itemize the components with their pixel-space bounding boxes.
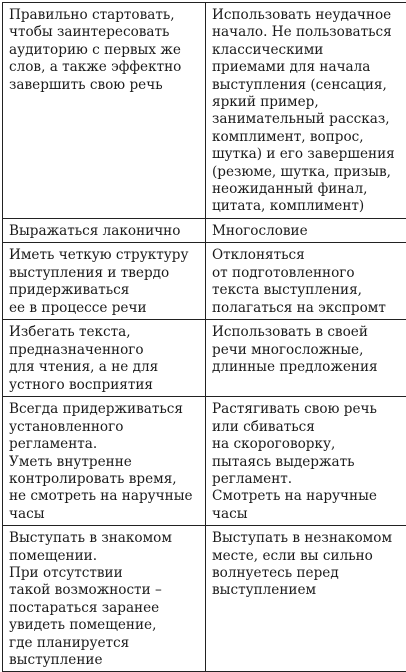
table-row: [3, 526, 406, 672]
cell-text-line: Растягивать свою речь: [212, 401, 404, 418]
cell-text-line: приемами для начала: [212, 59, 404, 76]
cell-text-line: от подготовленного: [212, 265, 404, 282]
cell-text-line: занимательный рассказ,: [212, 111, 404, 128]
cell-text-line: ее в процессе речи: [9, 300, 200, 317]
cell-text-line: Многословие: [212, 223, 404, 240]
cell-text-line: такой возможности –: [9, 582, 200, 599]
cell-text-line: Смотреть на наручные: [212, 488, 404, 505]
cell-text-line: Правильно стартовать,: [9, 7, 200, 24]
cell-text-line: для чтения, а не для: [9, 359, 200, 376]
cell-text-line: выступления и твердо: [9, 265, 200, 282]
do-cell: [3, 243, 206, 320]
table-row: [3, 397, 406, 526]
table-row: [3, 243, 406, 320]
cell-text-line: предназначенного: [9, 342, 200, 359]
cell-text-line: длинные предложения: [212, 359, 404, 376]
cell-text-line: полагаться на экспромт: [212, 300, 404, 317]
do-cell: [3, 218, 206, 242]
cell-text-line: на скороговорку,: [212, 436, 404, 453]
dont-cell: [206, 218, 406, 242]
cell-text-line: где планируется: [9, 635, 200, 652]
cell-text-line: речи многосложные,: [212, 342, 404, 359]
cell-text-line: яркий пример,: [212, 94, 404, 111]
table-row: [3, 320, 406, 397]
table-row: [3, 218, 406, 242]
cell-text-line: постараться заранее: [9, 600, 200, 617]
cell-text-line: классическими: [212, 42, 404, 59]
cell-text-line: При отсутствии: [9, 565, 200, 582]
cell-text-line: неожиданный финал,: [212, 181, 404, 198]
cell-text-line: устного восприятия: [9, 377, 200, 394]
cell-text-line: установленного: [9, 419, 200, 436]
dont-cell: [206, 3, 406, 219]
cell-text-line: не смотреть на наручные: [9, 488, 200, 505]
cell-text-line: регламент.: [212, 471, 404, 488]
cell-text-line: волнуетесь перед: [212, 565, 404, 582]
cell-text-line: начало. Не пользоваться: [212, 24, 404, 41]
cell-text-line: или сбиваться: [212, 419, 404, 436]
cell-text-line: Использовать в своей: [212, 324, 404, 341]
cell-text-line: (резюме, шутка, призыв,: [212, 164, 404, 181]
cell-text-line: выступлением: [212, 582, 404, 599]
dont-cell: [206, 526, 406, 672]
cell-text-line: завершить свою речь: [9, 77, 200, 94]
dont-cell: [206, 243, 406, 320]
rules-table: [2, 2, 406, 672]
cell-text-line: Выступать в незнакомом: [212, 530, 404, 547]
cell-text-line: регламента.: [9, 436, 200, 453]
do-cell: [3, 3, 206, 219]
cell-text-line: часы: [9, 506, 200, 523]
do-cell: [3, 526, 206, 672]
cell-text-line: Выступать в знакомом: [9, 530, 200, 547]
cell-text-line: комплимент, вопрос,: [212, 129, 404, 146]
cell-text-line: цитата, комплимент): [212, 198, 404, 215]
cell-text-line: придерживаться: [9, 282, 200, 299]
cell-text-line: Иметь четкую структуру: [9, 247, 200, 264]
cell-text-line: шутка) и его завершения: [212, 146, 404, 163]
cell-text-line: Выражаться лаконично: [9, 223, 200, 240]
table-row: [3, 3, 406, 219]
cell-text-line: месте, если вы сильно: [212, 548, 404, 565]
cell-text-line: выступление: [9, 652, 200, 669]
cell-text-line: помещении.: [9, 548, 200, 565]
cell-text-line: Отклоняться: [212, 247, 404, 264]
cell-text-line: выступления (сенсация,: [212, 77, 404, 94]
cell-text-line: контролировать время,: [9, 471, 200, 488]
cell-text-line: аудиторию с первых же: [9, 42, 200, 59]
cell-text-line: увидеть помещение,: [9, 617, 200, 634]
cell-text-line: чтобы заинтересовать: [9, 24, 200, 41]
cell-text-line: Уметь внутренне: [9, 454, 200, 471]
cell-text-line: слов, а также эффектно: [9, 59, 200, 76]
cell-text-line: текста выступления,: [212, 282, 404, 299]
do-cell: [3, 320, 206, 397]
cell-text-line: часы: [212, 506, 404, 523]
dont-cell: [206, 320, 406, 397]
cell-text-line: Использовать неудачное: [212, 7, 404, 24]
cell-text-line: Избегать текста,: [9, 324, 200, 341]
cell-text-line: Всегда придерживаться: [9, 401, 200, 418]
do-cell: [3, 397, 206, 526]
cell-text-line: пытаясь выдержать: [212, 454, 404, 471]
dont-cell: [206, 397, 406, 526]
